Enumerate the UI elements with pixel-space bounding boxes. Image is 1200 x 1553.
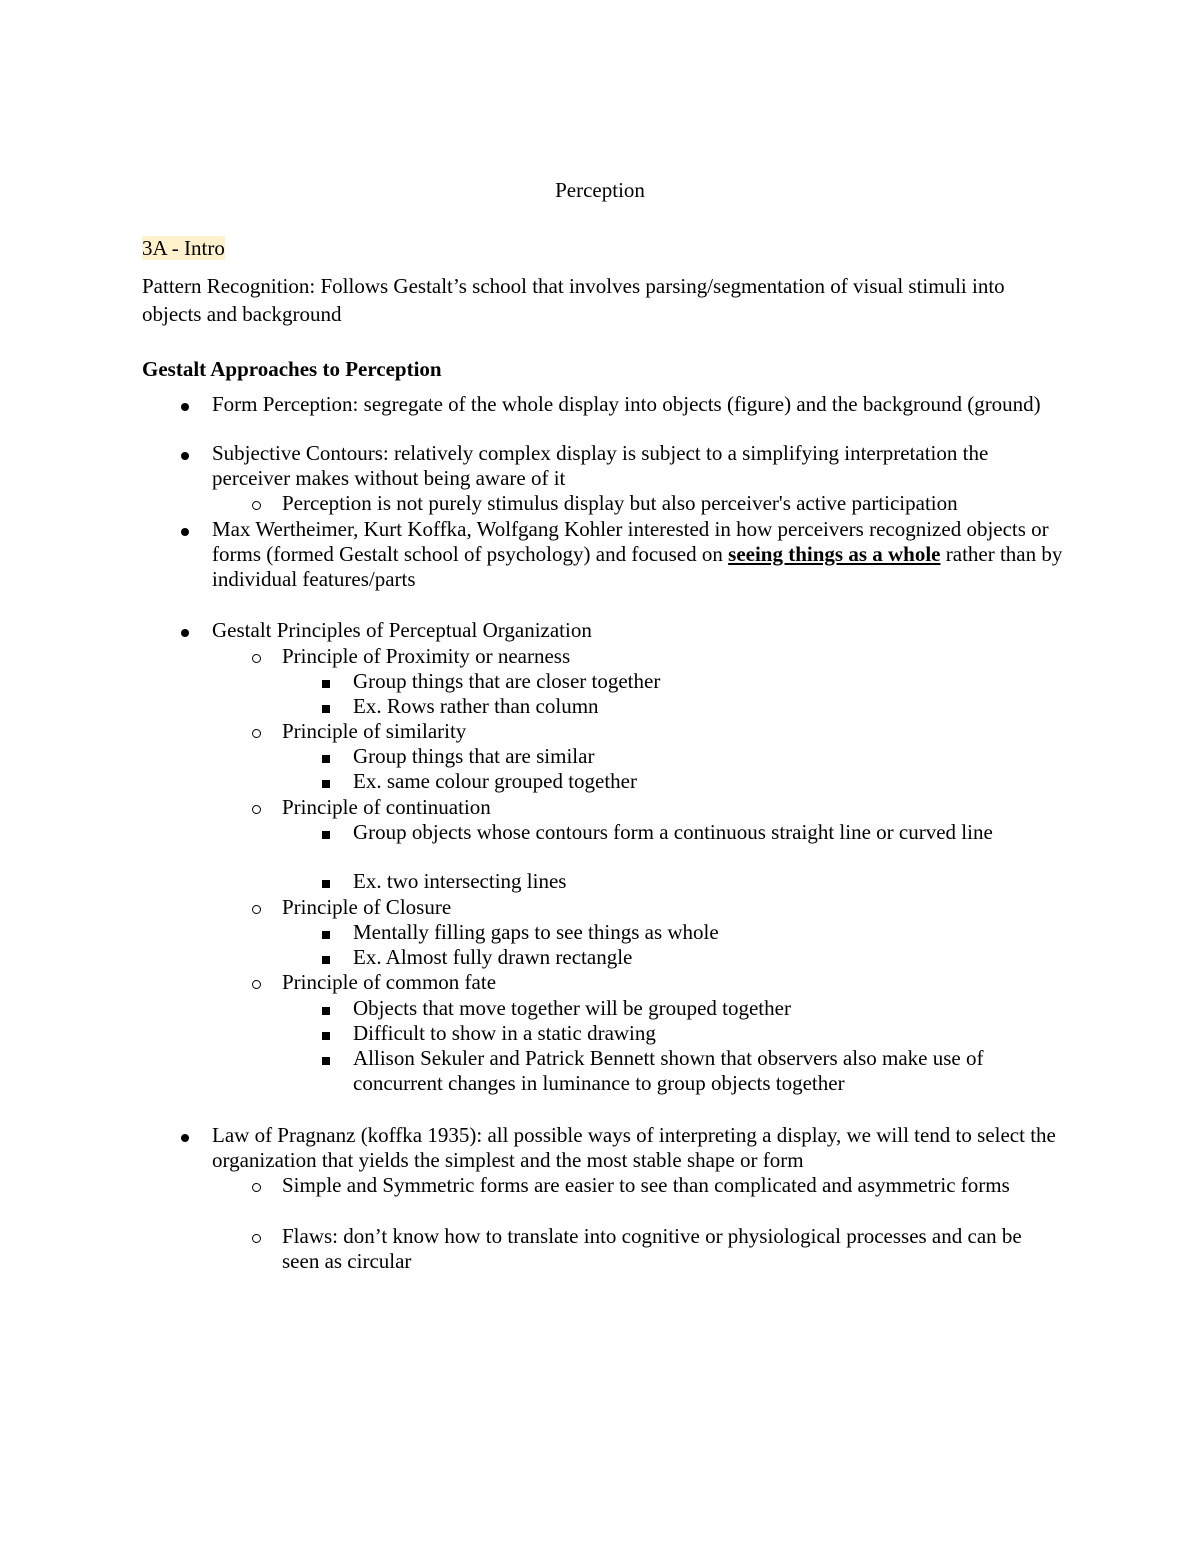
document-page: Perception 3A - Intro Pattern Recognition: Follows Gestalt’s school that involves parsing/segmentation of visual stimuli into objects and background Gestalt Approaches to Perception Form Perception: segregate of the whole display into objects (figure) and the background (ground) Subjective Contours: relatively complex display is subject to a simplifying interpretation the perceiver makes without being aware of it Perception is not purely stimulus display but also perceiver's active participation Max Wertheimer, Kurt Koffka, Wolfgang Kohler interested in how perceivers recognized objects or forms (formed Gestalt school of psychology) and focused on seeing things as a whole rather than by individual features/parts Gestalt Principles of Perceptual Organization Principle of Proximity or nearness Group things that are closer together Ex. Rows rather than column Principle of similarity Group things that are similar Ex. same colour grouped together Principle of continuation Group objects whose contours form a continuous straight line or curved line Ex. two intersecting lines Principle of Closure Mentally filling gaps to see things as whole Ex. Almost fully drawn rectangle Principle of common fate Objects that move together will be grouped together Difficult to show in a static drawing Allison Sekuler and Patrick Bennett shown that observers also make use of concurrent changes in luminance to group objects together Law of Pragnanz (koffka 1935): all possible ways of interpreting a display, we will tend to select the organization that yields the simplest and the most stable shape or form Simple and Symmetric forms are easier to see than complicated and asymmetric forms Flaws: don’t know how to translate into cognitive or physiological processes and can be seen as circular (0, 0, 1200, 1553)
bullet-circle-icon (252, 905, 261, 914)
bullet-square-icon (322, 680, 330, 688)
bullet-square-icon (322, 755, 330, 763)
bullet-square-icon (322, 956, 330, 964)
bullet-disc-icon (181, 528, 189, 536)
bullet-disc-icon (181, 1134, 189, 1142)
bullet-square-icon (322, 780, 330, 788)
bullet-disc-icon (181, 629, 189, 637)
bullet-circle-icon (252, 980, 261, 989)
bullet-disc-icon (181, 403, 189, 411)
section-heading (142, 236, 225, 261)
bullet-circle-icon (252, 805, 261, 814)
bullet-square-icon (322, 831, 330, 839)
bullet-circle-icon (252, 1234, 261, 1243)
bullet-square-icon (322, 931, 330, 939)
bullet-circle-icon (252, 654, 261, 663)
bullet-square-icon (322, 1007, 330, 1015)
section-heading-highlight: 3A - Intro (142, 236, 225, 260)
bullet-circle-icon (252, 1183, 261, 1192)
bullet-square-icon (322, 880, 330, 888)
emphasis-text: seeing things as a whole (728, 542, 941, 566)
bullet-square-icon (322, 1032, 330, 1040)
intro-paragraph: Pattern Recognition: Follows Gestalt’s school that involves parsing/segmentation of visual stimuli into objects and background (142, 274, 1005, 326)
bullet-circle-icon (252, 729, 261, 738)
document-title: Perception (555, 178, 645, 202)
bullet-disc-icon (181, 452, 189, 460)
bullet-circle-icon (252, 501, 261, 510)
bullet-square-icon (322, 705, 330, 713)
gestalt-heading: Gestalt Approaches to Perception (142, 357, 442, 381)
bullet-square-icon (322, 1057, 330, 1065)
